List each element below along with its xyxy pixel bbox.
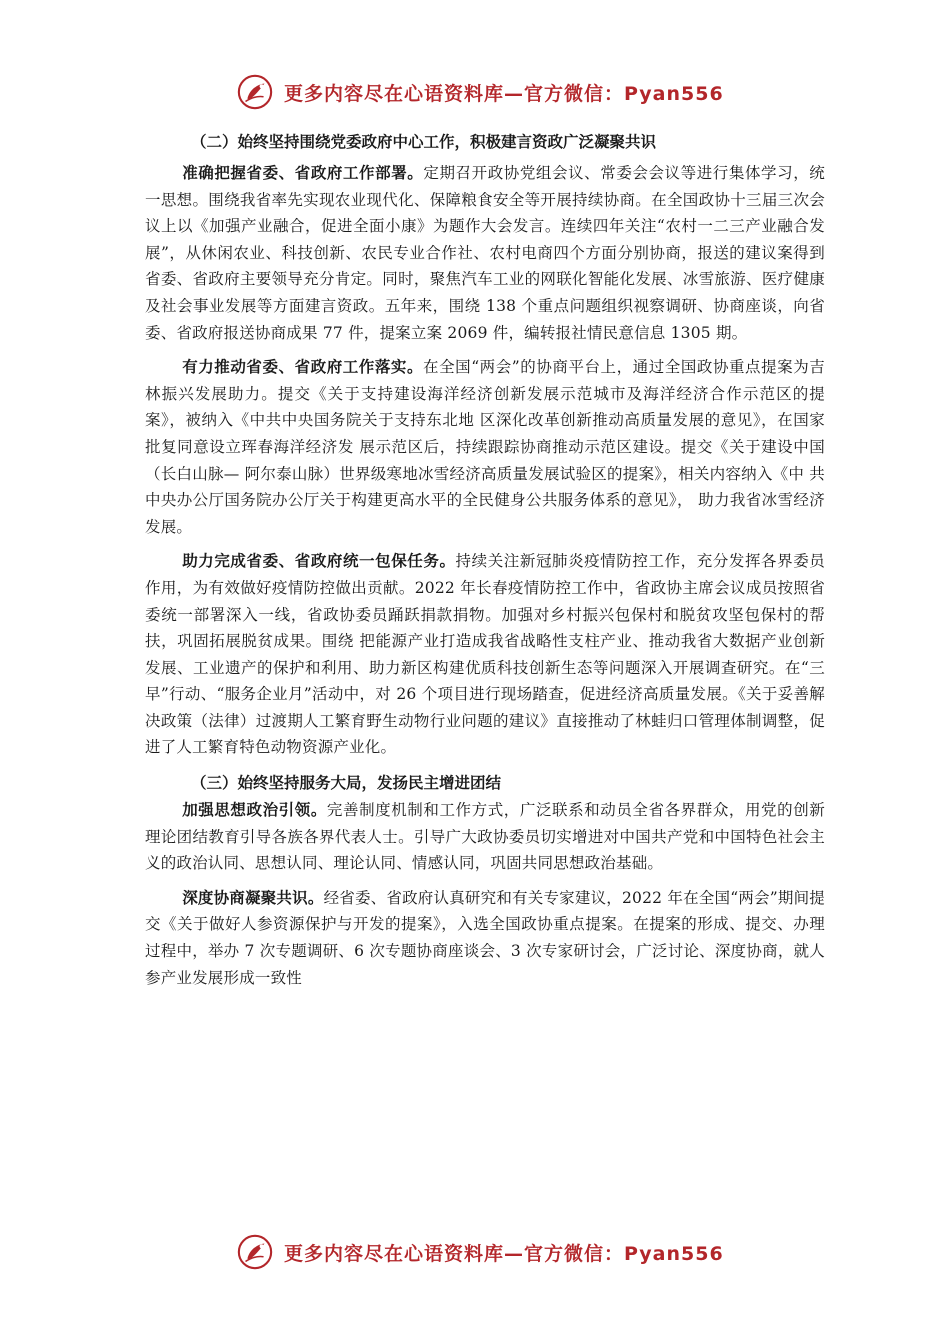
paragraph xyxy=(145,354,825,540)
header-banner xyxy=(236,72,756,112)
paragraph-body: 完善制度机制和工作方式，广泛联系和动员全省各界群众，用党的创新理论团结教育引导各族各界代表人士。引导广大政协委员切实增进对中国共产党和中国特色社会主义的政治认同、思想认同、理论认同、情感认同，巩固共同思想政治基础。 xyxy=(145,801,825,873)
flower-logo-icon xyxy=(236,73,274,111)
paragraph-lead: 助力完成省委、省政府统一包保任务。 xyxy=(182,552,456,571)
paragraph xyxy=(145,160,825,346)
paragraph-body: 在全国“两会”的协商平台上，通过全国政协重点提案为吉林振兴发展助力。提交《关于支持建设海洋经济创新发展示范城市及海洋经济合作示范区的提案》，被纳入《中共中央国务院关于支持东北地 区深化改革创新推动高质量发展的意见》，在国家批复同意设立珲春海洋经济发 展示范区后，持续跟踪协商推动示范区建设。提交《关于建设中国（长白山脉— 阿尔泰山脉）世界级寒地冰雪经济高质量发展试验区的提案》，相关内容纳入《中 共中央办公厅国务院办公厅关于构建更高水平的全民健身公共服务体系的意见》， 助力我省冰雪经济发展。 xyxy=(145,358,825,536)
paragraph-body: 经省委、省政府认真研究和有关专家建议，2022 年在全国“两会”期间提交《关于做好人参资源保护与开发的提案》，入选全国政协重点提案。在提案的形成、提交、办理过程中，举办 7 次专题调研、6 次专题协商座谈会、3 次专家研讨会，广泛讨论、深度协商，就人参产业发展形成一致性 xyxy=(145,888,825,987)
banner-text: 更多内容尽在心语资料库—官方微信：Pyan556 xyxy=(284,82,724,105)
paragraph xyxy=(145,885,825,991)
section-heading: （三）始终坚持服务大局，发扬民主增进团结 xyxy=(191,774,502,793)
paragraph-body: 定期召开政协党组会议、常委会会议等进行集体学习，统一思想。围绕我省率先实现农业现代化、保障粮食安全等开展持续协商。在全国政协十三届三次会议上以《加强产业融合，促进全面小康》为题作大会发言。连续四年关注“农村一二三产业融合发展”，从休闲农业、科技创新、农民专业合作社、农村电商四个方面分别协商，报送的建议案得到省委、省政府主要领导充分肯定。同时，聚焦汽车工业的网联化智能化发展、冰雪旅游、医疗健康及社会事业发展等方面建言资政。五年来，围绕 138 个重点问题组织视察调研、协商座谈，向省委、省政府报送协商成果 77 件，提案立案 2069 件，编转报社情民意信息 1305 期。 xyxy=(145,164,825,342)
paragraph-body: 持续关注新冠肺炎疫情防控工作，充分发挥各界委员作用，为有效做好疫情防控做出贡献。2022 年长春疫情防控工作中，省政协主席会议成员按照省委统一部署深入一线，省政协委员踊跃捐款捐物。加强对乡村振兴包保村和脱贫攻坚包保村的帮扶，巩固拓展脱贫成果。围绕 把能源产业打造成我省战略性支柱产业、推动我省大数据产业创新发展、工业遗产的保护和利用、助力新区构建优质科技创新生态等问题深入开展调查研究。在“三早”行动、“服务企业月”活动中，对 26 个项目进行现场踏查，促进经济高质量发展。《关于妥善解决政策（法律）过渡期人工繁育野生动物行业问题的建议》直接推动了林蛙归口管理体制调整，促进了人工繁育特色动物资源产业化。 xyxy=(145,552,825,757)
section-heading: （二）始终坚持围绕党委政府中心工作，积极建言资政广泛凝聚共识 xyxy=(191,133,657,151)
paragraph xyxy=(145,797,825,877)
paragraph-lead: 准确把握省委、省政府工作部署。 xyxy=(182,164,424,182)
flower-logo-icon xyxy=(236,1233,274,1271)
paragraph xyxy=(145,548,825,761)
document-body xyxy=(145,128,825,999)
paragraph-lead: 加强思想政治引领。 xyxy=(182,801,327,820)
paragraph-lead: 有力推动省委、省政府工作落实。 xyxy=(182,358,424,377)
paragraph-lead: 深度协商凝聚共识。 xyxy=(182,888,324,907)
footer-banner xyxy=(236,1232,756,1272)
banner-text: 更多内容尽在心语资料库—官方微信：Pyan556 xyxy=(284,1242,724,1265)
